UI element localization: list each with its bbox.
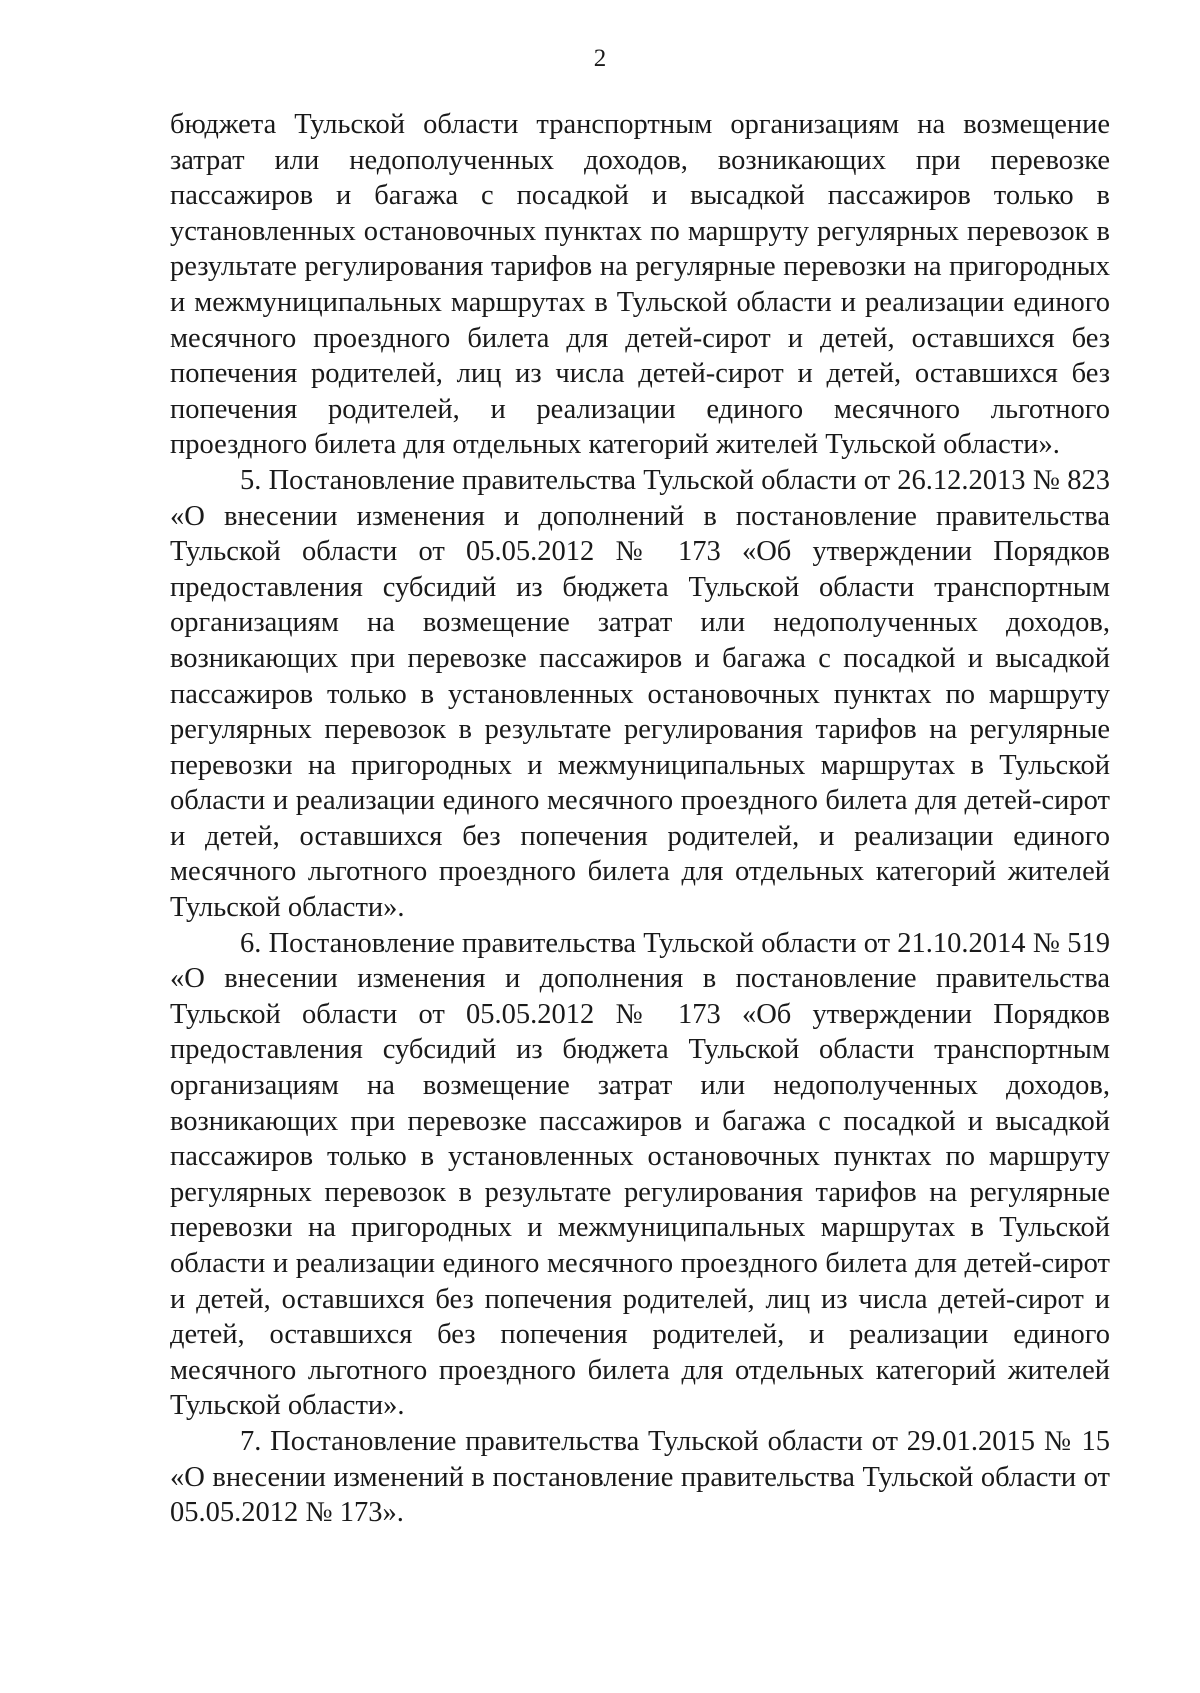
paragraph-item-5: 5. Постановление правительства Тульской области от 26.12.2013 № 823 «О внесении изменения и дополнений в постановление правительства Тульской области от 05.05.2012 № 173 «Об утверждении Порядков предоставления субсидий из бюджета Тульской области транспортным организациям на возмещение затрат или недополученных доходов, возникающих при перевозке пассажиров и багажа с посадкой и высадкой пассажиров только в установленных остановочных пунктах по маршруту регулярных перевозок в результате регулирования тарифов на регулярные перевозки на пригородных и межмуниципальных маршрутах в Тульской области и реализации единого месячного проездного билета для детей-сирот и детей, оставшихся без попечения родителей, и реализации единого месячного льготного проездного билета для отдельных категорий жителей Тульской области». bbox=[170, 464, 1110, 924]
paragraph-continuation: бюджета Тульской области транспортным организациям на возмещение затрат или недополученных доходов, возникающих при перевозке пассажиров и багажа с посадкой и высадкой пассажиров только в установленных остановочных пунктах по маршруту регулярных перевозок в результате регулирования тарифов на регулярные перевозки на пригородных и межмуниципальных маршрутах в Тульской области и реализации единого месячного проездного билета для детей-сирот и детей, оставшихся без попечения родителей, лиц из числа детей-сирот и детей, оставшихся без попечения родителей, и реализации единого месячного льготного проездного билета для отдельных категорий жителей Тульской области». bbox=[170, 109, 1110, 461]
paragraph-item-7: 7. Постановление правительства Тульской области от 29.01.2015 № 15 «О внесении изменений в постановление правительства Тульской области от 05.05.2012 № 173». bbox=[170, 1425, 1110, 1529]
page-number: 2 bbox=[593, 45, 607, 72]
document-body bbox=[170, 107, 1110, 1531]
paragraph-item-6: 6. Постановление правительства Тульской области от 21.10.2014 № 519 «О внесении изменения и дополнения в постановление правительства Тульской области от 05.05.2012 № 173 «Об утверждении Порядков предоставления субсидий из бюджета Тульской области транспортным организациям на возмещение затрат или недополученных доходов, возникающих при перевозке пассажиров и багажа с посадкой и высадкой пассажиров только в установленных остановочных пунктах по маршруту регулярных перевозок в результате регулирования тарифов на регулярные перевозки на пригородных и межмуниципальных маршрутах в Тульской области и реализации единого месячного проездного билета для детей-сирот и детей, оставшихся без попечения родителей, лиц из числа детей-сирот и детей, оставшихся без попечения родителей, и реализации единого месячного льготного проездного билета для отдельных категорий жителей Тульской области». bbox=[170, 927, 1110, 1422]
